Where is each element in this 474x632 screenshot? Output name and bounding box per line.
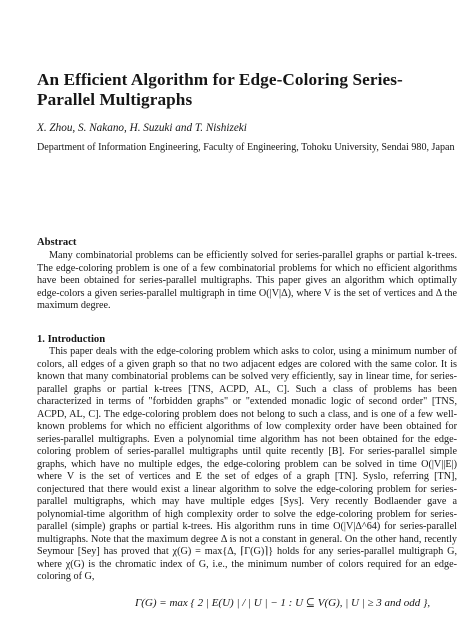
section-heading-introduction: 1. Introduction (37, 334, 106, 345)
paper-title (37, 70, 447, 110)
affiliation: Department of Information Engineering, Faculty of Engineering, Tohoku University, Sendai 980, Japan (37, 142, 455, 153)
title-line-2: Parallel Multigraphs (37, 90, 193, 109)
abstract-text: Many combinatorial problems can be efficiently solved for series-parallel graphs or partial k-trees. The edge-coloring problem is one of a few combinatorial problems for which no efficient algorithms have been obtained for series-parallel multigraphs. This paper gives an algorithm which optimally edge-colors a given series-parallel multigraph in time O(|V|Δ), where V is the set of vertices and Δ the maximum degree. (37, 250, 457, 311)
gamma-formula: Γ(G) = max { 2 | E(U) | / | U | − 1 : U ⊆ V(G), | U | ≥ 3 and odd }, (135, 597, 431, 609)
introduction-text: This paper deals with the edge-coloring problem which asks to color, using a minimum number of colors, all edges of a given graph so that no two adjacent edges are colored with the same color. It is known that many combinatorial problems can be solved very efficiently, say in linear time, for series-parallel graphs or partial k-trees [TNS, ACPD, AL, C]. Such a class of problems has been characterized in terms of "forbidden graphs" or "extended monadic logic of second order" [TNS, ACPD, AL, C]. The edge-coloring problem does not belong to such a class, and is one of a few well-known problems for which no efficient algorithms of low complexity order have been obtained for series-parallel multigraphs. Even a polynomial time algorithm has not been obtained for the edge-coloring problem of series-parallel multigraphs until quite recently [B]. For series-parallel simple graphs, which have no multiple edges, the edge-coloring problem can be solved in time O(|V||E|) where V is the set of vertices and E the set of edges of a graph [TN]. Syslo, referring [TN], conjectured that there would exist a linear algorithm to solve the edge-coloring problem for series-parallel multigraphs, which may have multiple edges [Sys]. Very recently Bodlaender gave a polynomial-time algorithm of high complexity order to solve the edge-coloring problem for series-parallel (simple) graphs or partial k-trees. His algorithm runs in time O(|V|Δ^64) for series-parallel multigraphs. Note that the maximum degree Δ is not a constant in general. On the other hand, recently Seymour [Sey] has proved that χ(G) = max{Δ, ⌈Γ(G)⌉} holds for any series-parallel multigraph G, where χ(G) is the chromatic index of G, i.e., the minimum number of colors required for an edge-coloring of G, (37, 346, 457, 582)
abstract-heading: Abstract (37, 237, 77, 248)
title-line-1: An Efficient Algorithm for Edge-Coloring Series- (37, 70, 403, 89)
author-list: X. Zhou, S. Nakano, H. Suzuki and T. Nishizeki (37, 122, 247, 134)
